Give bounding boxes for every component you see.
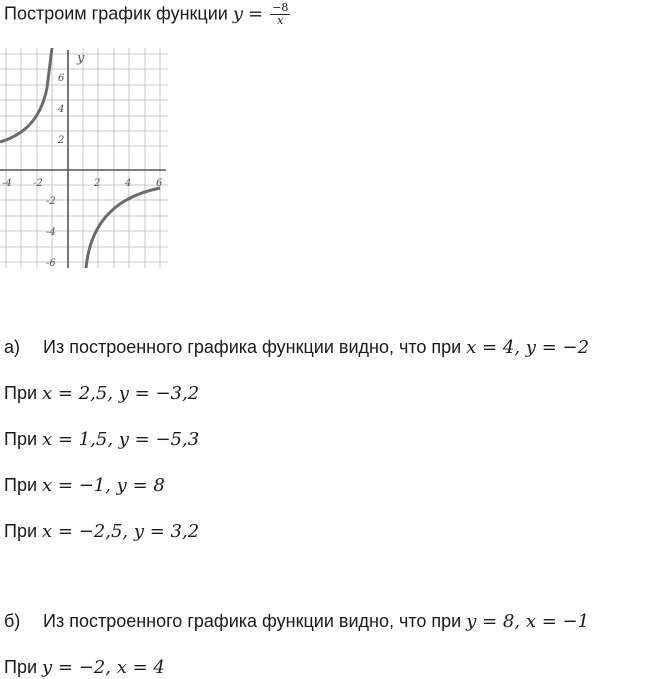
row-prefix: При [4, 383, 38, 403]
intro-line [4, 2, 290, 27]
x-tick-label: 6 [156, 178, 163, 189]
graph-grid [0, 48, 168, 268]
intro-eq: = [248, 3, 264, 25]
x-tick-label: 4 [125, 178, 132, 189]
row-math: x = −1, y = 8 [42, 475, 165, 496]
part-a-row [4, 474, 165, 497]
graph-labels [2, 51, 163, 268]
row-math: x = −2,5, y = 3,2 [42, 521, 200, 542]
row-math: x = 2,5, y = −3,2 [42, 383, 200, 404]
part-a-math: x = 4, y = −2 [466, 337, 590, 358]
part-a-line [4, 336, 589, 359]
row-prefix: При [4, 657, 38, 677]
y-tick-label: -6 [46, 258, 56, 268]
fraction-denominator: x [277, 14, 284, 27]
part-b-line [4, 610, 589, 633]
x-tick-label: 2 [94, 178, 101, 189]
row-prefix: При [4, 475, 38, 495]
part-b-label: б) [4, 611, 21, 631]
part-a-row [4, 382, 199, 405]
intro-text: Построим график функции [4, 3, 228, 24]
part-a-row [4, 428, 199, 451]
intro-fraction [270, 2, 290, 27]
hyperbola-left-branch [0, 48, 52, 142]
part-b-math: y = 8, x = −1 [466, 611, 590, 632]
row-math: x = 1,5, y = −5,3 [42, 429, 200, 450]
x-tick-label: -4 [2, 178, 12, 189]
y-tick-label: 2 [58, 135, 65, 146]
part-a-text: Из построенного графика функции видно, что при [43, 337, 462, 357]
part-b-text: Из построенного графика функции видно, что при [43, 611, 462, 631]
row-prefix: При [4, 429, 38, 449]
part-a-row [4, 520, 199, 543]
y-tick-label: 4 [58, 104, 65, 115]
y-tick-label: 6 [58, 73, 65, 84]
row-math: y = −2, x = 4 [42, 657, 165, 678]
part-b-row [4, 656, 165, 679]
intro-y-var: y [232, 3, 244, 25]
hyperbola-graph [0, 48, 168, 268]
y-tick-label: -2 [46, 196, 56, 207]
row-prefix: При [4, 521, 38, 541]
y-axis-label: y [77, 51, 85, 66]
y-tick-label: -4 [46, 227, 56, 238]
x-tick-label: -2 [33, 178, 43, 189]
fraction-numerator: −8 [272, 1, 289, 14]
part-a-label: а) [4, 337, 21, 357]
